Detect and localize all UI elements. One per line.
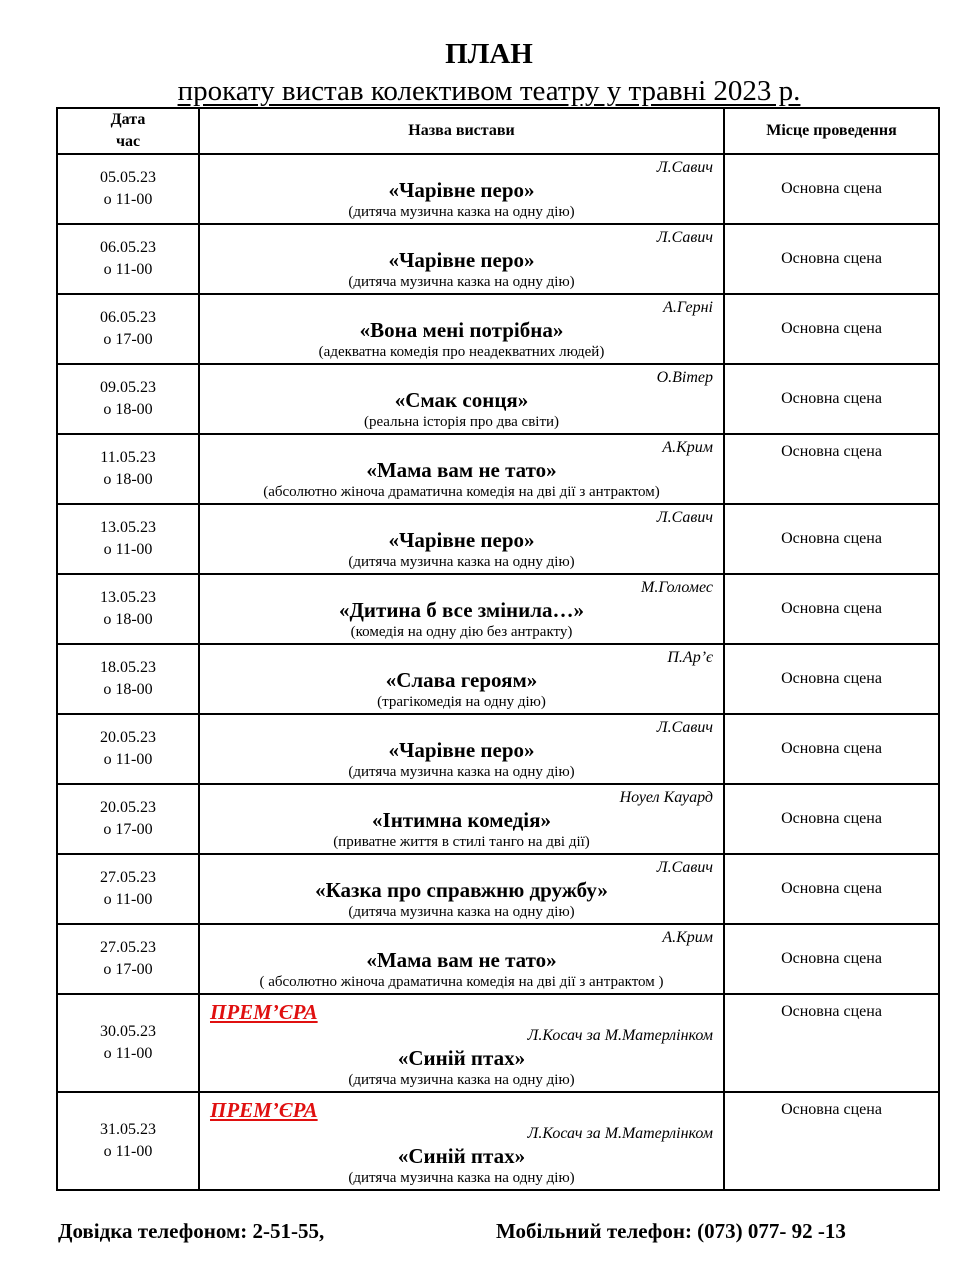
show-author: Л.Савич [656,509,713,526]
show-time: о 11-00 [103,261,153,278]
show-time: о 17-00 [103,331,153,348]
show-date: 18.05.23 [100,659,156,676]
show-title: «Смак сонця» [394,388,529,412]
show-description: (адекватна комедія про неадекватних людей) [318,344,605,360]
table-body [57,154,939,1190]
show-date: 11.05.23 [100,449,156,466]
show-date: 09.05.23 [100,379,156,396]
place-cell: Основна сцена [724,784,939,854]
show-title: «Чарівне перо» [388,738,535,762]
table-row [57,224,939,294]
table-row [57,364,939,434]
table-row [57,644,939,714]
show-date: 20.05.23 [100,729,156,746]
show-date: 20.05.23 [100,799,156,816]
show-time: о 11-00 [103,541,153,558]
show-author: М.Голомес [641,579,713,596]
show-title: «Мама вам не тато» [366,948,557,972]
show-description: (дитяча музична казка на одну дію) [348,764,575,780]
header-place: Місце проведення [724,108,939,154]
show-description: (абсолютно жіноча драматична комедія на дві дії з антрактом) [263,484,660,500]
show-info [200,577,723,641]
show-time: о 18-00 [103,401,153,418]
show-description: (дитяча музична казка на одну дію) [348,274,575,290]
show-info [200,507,723,571]
show-author: А.Крим [662,929,713,946]
name-cell [199,714,724,784]
show-title: «Чарівне перо» [388,528,535,552]
name-cell [199,504,724,574]
show-description: (дитяча музична казка на одну дію) [348,554,575,570]
header-name: Назва вистави [199,108,724,154]
show-author: Л.Савич [656,229,713,246]
table-row [57,574,939,644]
show-date: 05.05.23 [100,169,156,186]
show-time: о 11-00 [103,1143,153,1160]
show-author: Л.Косач за М.Матерлінком [527,1125,713,1142]
header-date-label: Дата [110,111,146,128]
place-cell: Основна сцена [724,924,939,994]
date-cell [57,994,199,1092]
place-cell: Основна сцена [724,574,939,644]
header-time-label: час [115,133,141,150]
place-cell: Основна сцена [724,644,939,714]
name-cell [199,224,724,294]
show-description: ( абсолютно жіноча драматична комедія на дві дії з антрактом ) [259,974,664,990]
date-cell [57,574,199,644]
show-info [200,157,723,221]
place-cell: Основна сцена [724,364,939,434]
date-cell [57,714,199,784]
date-cell [57,504,199,574]
table-row [57,1092,939,1190]
show-time: о 11-00 [103,891,153,908]
name-cell [199,924,724,994]
table-row [57,924,939,994]
name-cell [199,364,724,434]
show-info [200,227,723,291]
page-title: ПЛАН [445,38,533,70]
table-row [57,994,939,1092]
show-description: (дитяча музична казка на одну дію) [348,904,575,920]
show-time: о 11-00 [103,191,153,208]
show-description: (комедія на одну дію без антракту) [350,624,573,640]
footer-mobile: Мобільний телефон: (073) 077- 92 -13 [496,1219,846,1243]
show-author: А.Крим [662,439,713,456]
table-row [57,714,939,784]
show-time: о 18-00 [103,471,153,488]
place-cell: Основна сцена [724,1092,939,1190]
date-cell [57,294,199,364]
table-row [57,784,939,854]
show-info [200,927,723,991]
show-author: Л.Савич [656,159,713,176]
show-author: А.Герні [663,299,713,316]
date-cell [57,434,199,504]
name-cell [199,854,724,924]
show-time: о 11-00 [103,1045,153,1062]
show-title: «Інтимна комедія» [372,808,551,832]
show-info [200,787,723,851]
show-date: 06.05.23 [100,239,156,256]
show-author: Ноуел Кауард [619,789,713,806]
show-info [200,1095,723,1187]
show-description: (приватне життя в стилі танго на дві дії) [333,834,590,850]
show-info [200,297,723,361]
show-title: «Вона мені потрібна» [359,318,564,342]
date-cell [57,224,199,294]
date-cell [57,154,199,224]
table-row [57,434,939,504]
show-info [200,367,723,431]
name-cell [199,154,724,224]
place-cell: Основна сцена [724,714,939,784]
date-cell [57,854,199,924]
show-title: «Синій птах» [397,1046,526,1070]
name-cell [199,784,724,854]
show-time: о 18-00 [103,681,153,698]
date-cell [57,364,199,434]
show-author: П.Ар’є [667,649,713,666]
show-info [200,647,723,711]
place-cell: Основна сцена [724,994,939,1092]
show-title: «Чарівне перо» [388,248,535,272]
place-cell: Основна сцена [724,154,939,224]
show-date: 06.05.23 [100,309,156,326]
place-cell: Основна сцена [724,854,939,924]
show-description: (дитяча музична казка на одну дію) [348,204,575,220]
name-cell [199,574,724,644]
header-date [57,108,199,154]
schedule-table [56,107,940,1191]
show-info [200,997,723,1089]
show-author: Л.Савич [656,859,713,876]
date-cell [57,924,199,994]
place-cell: Основна сцена [724,434,939,504]
place-cell: Основна сцена [724,294,939,364]
show-info [200,717,723,781]
table-row [57,854,939,924]
show-time: о 17-00 [103,821,153,838]
date-cell [57,784,199,854]
show-title: «Чарівне перо» [388,178,535,202]
show-time: о 11-00 [103,751,153,768]
show-description: (дитяча музична казка на одну дію) [348,1170,575,1186]
name-cell [199,294,724,364]
show-description: (реальна історія про два світи) [363,414,560,430]
show-description: (трагікомедія на одну дію) [377,694,546,710]
place-cell: Основна сцена [724,504,939,574]
name-cell [199,434,724,504]
show-author: Л.Савич [656,719,713,736]
show-title: «Синій птах» [397,1144,526,1168]
show-title: «Дитина б все змінила…» [338,598,585,622]
name-cell [199,994,724,1092]
show-time: о 17-00 [103,961,153,978]
show-author: О.Вітер [656,369,713,386]
date-cell [57,644,199,714]
show-date: 13.05.23 [100,589,156,606]
page-subtitle [0,74,978,108]
table-header-row [57,108,939,154]
show-date: 31.05.23 [100,1121,156,1138]
table-row [57,504,939,574]
show-date: 27.05.23 [100,939,156,956]
show-author: Л.Косач за М.Матерлінком [527,1027,713,1044]
show-date: 30.05.23 [100,1023,156,1040]
premiere-label: ПРЕМ’ЄРА [210,1098,318,1122]
show-date: 27.05.23 [100,869,156,886]
show-description: (дитяча музична казка на одну дію) [348,1072,575,1088]
footer-phone: Довідка телефоном: 2-51-55, [58,1219,325,1243]
table-row [57,294,939,364]
date-cell [57,1092,199,1190]
name-cell [199,1092,724,1190]
premiere-label: ПРЕМ’ЄРА [210,1000,318,1024]
subtitle-text: прокату вистав колективом театру у травні 2023 р. [177,75,801,107]
name-cell [199,644,724,714]
show-title: «Мама вам не тато» [366,458,557,482]
show-info [200,857,723,921]
show-date: 13.05.23 [100,519,156,536]
show-title: «Слава героям» [385,668,538,692]
table-row [57,154,939,224]
place-cell: Основна сцена [724,224,939,294]
show-time: о 18-00 [103,611,153,628]
show-info [200,437,723,501]
show-title: «Казка про справжню дружбу» [315,878,608,902]
